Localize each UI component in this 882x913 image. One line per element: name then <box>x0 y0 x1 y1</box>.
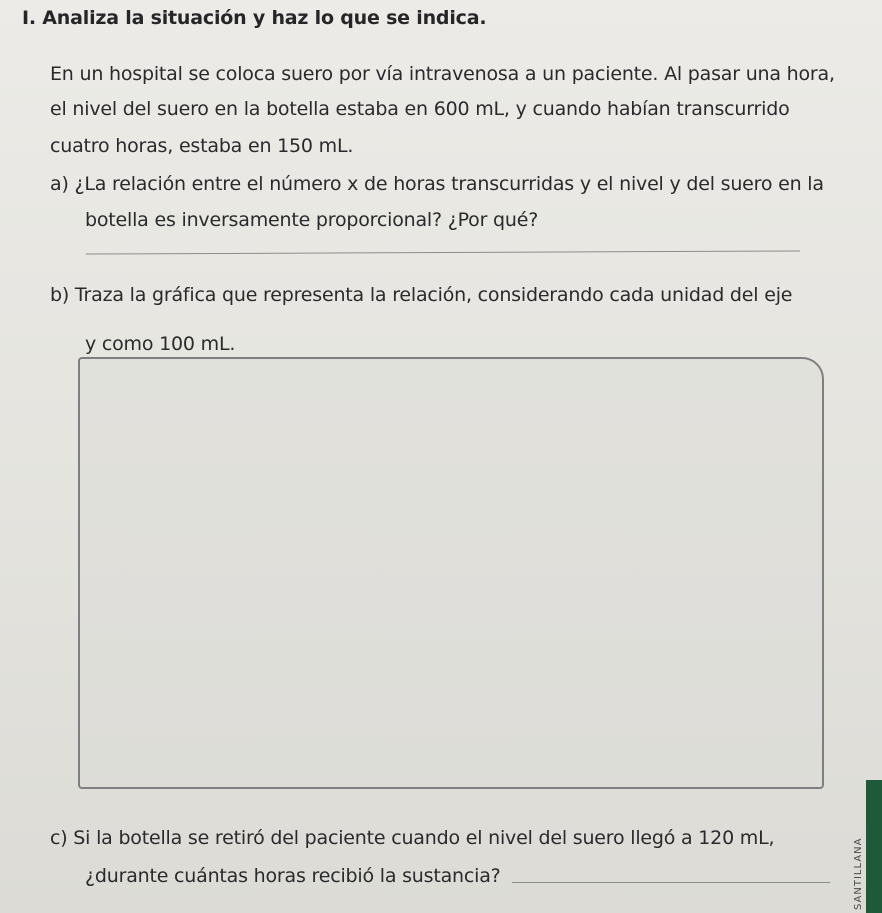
question-b-line-1: b) Traza la gráfica que representa la relación, considerando cada unidad del eje <box>50 284 793 306</box>
answer-a-line[interactable] <box>86 250 800 254</box>
graph-drawing-area[interactable] <box>78 357 824 789</box>
question-c-line-1: c) Si la botella se retiró del paciente cuando el nivel del suero llegó a 120 mL, <box>50 827 775 849</box>
question-b-line-2: y como 100 mL. <box>85 333 236 355</box>
question-a-line-1: a) ¿La relación entre el número x de horas transcurridas y el nivel y del suero en la <box>50 173 824 195</box>
question-c-line-2: ¿durante cuántas horas recibió la sustancia? <box>85 865 501 887</box>
problem-line-1: En un hospital se coloca suero por vía intravenosa a un paciente. Al pasar una hora, <box>50 63 835 85</box>
answer-c-line[interactable] <box>512 882 830 883</box>
problem-line-2: el nivel del suero en la botella estaba en 600 mL, y cuando habían transcurrido <box>50 98 790 120</box>
question-a-line-2: botella es inversamente proporcional? ¿Por qué? <box>85 209 539 231</box>
section-heading: I. Analiza la situación y haz lo que se indica. <box>22 7 487 29</box>
problem-line-3: cuatro horas, estaba en 150 mL. <box>50 135 354 157</box>
publisher-edge-text: SANTILLANA <box>853 837 864 910</box>
